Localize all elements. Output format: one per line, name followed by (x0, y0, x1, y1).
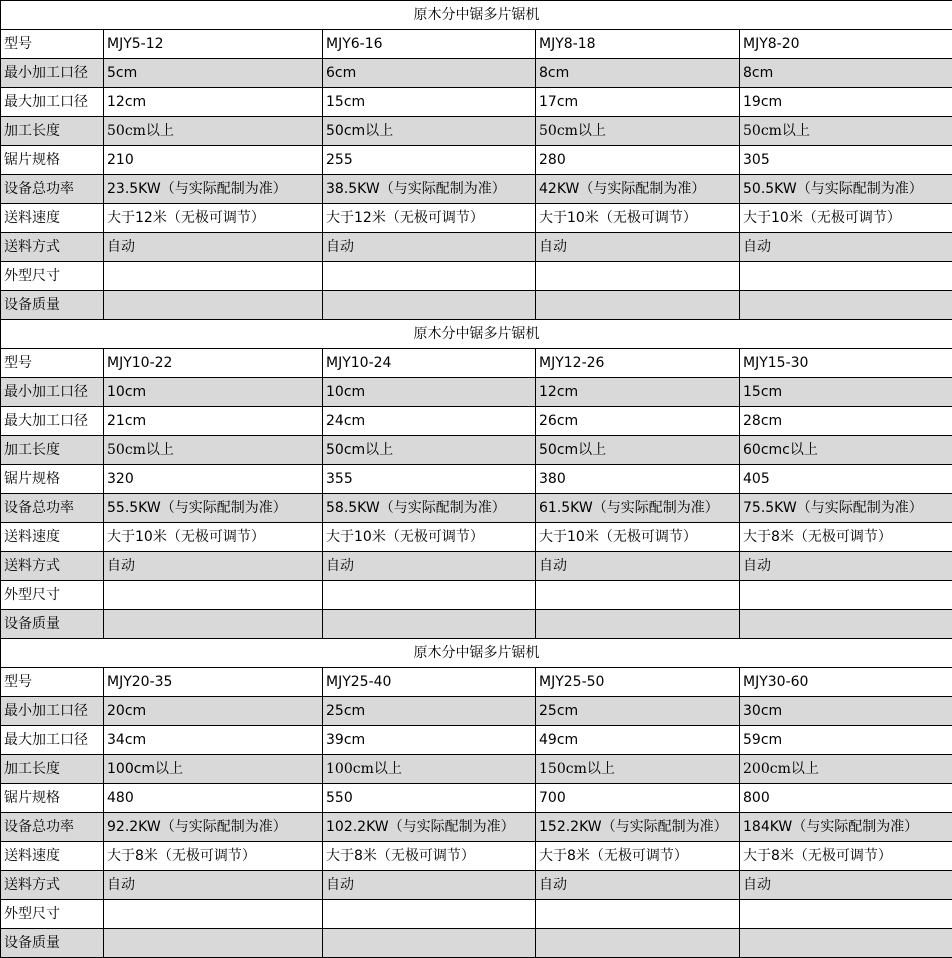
row-label-feed-mode: 送料方式 (1, 552, 104, 581)
feed-mode-cell: 自动 (323, 233, 536, 262)
section-title: 原木分中锯多片锯机 (1, 320, 952, 349)
model-cell: MJY6-16 (323, 30, 536, 59)
feed-mode-cell: 自动 (104, 552, 323, 581)
weight-cell (536, 610, 740, 639)
feed-speed-cell: 大于10米（无极可调节） (104, 523, 323, 552)
blade-spec-cell: 480 (104, 784, 323, 813)
section-title-row (1, 639, 952, 668)
total-power-cell: 42KW（与实际配制为准） (536, 175, 740, 204)
model-cell: MJY20-35 (104, 668, 323, 697)
feed-speed-cell: 大于10米（无极可调节） (323, 523, 536, 552)
row-max-diameter (1, 726, 952, 755)
row-feed-speed (1, 842, 952, 871)
row-label-blade-spec: 锯片规格 (1, 784, 104, 813)
feed-speed-cell: 大于12米（无极可调节） (104, 204, 323, 233)
row-min-diameter (1, 59, 952, 88)
blade-spec-cell: 305 (740, 146, 952, 175)
row-label-total-power: 设备总功率 (1, 813, 104, 842)
section-title: 原木分中锯多片锯机 (1, 1, 952, 30)
weight-cell (740, 610, 952, 639)
row-label-feed-speed: 送料速度 (1, 842, 104, 871)
row-label-min-diameter: 最小加工口径 (1, 697, 104, 726)
feed-mode-cell: 自动 (536, 871, 740, 900)
max-diameter-cell: 39cm (323, 726, 536, 755)
total-power-cell: 58.5KW（与实际配制为准） (323, 494, 536, 523)
dimensions-cell (740, 581, 952, 610)
blade-spec-cell: 700 (536, 784, 740, 813)
dimensions-cell (536, 262, 740, 291)
row-total-power (1, 175, 952, 204)
min-diameter-cell: 10cm (104, 378, 323, 407)
row-label-feed-speed: 送料速度 (1, 204, 104, 233)
feed-mode-cell: 自动 (536, 233, 740, 262)
blade-spec-cell: 320 (104, 465, 323, 494)
row-label-min-diameter: 最小加工口径 (1, 378, 104, 407)
min-diameter-cell: 12cm (536, 378, 740, 407)
total-power-cell: 55.5KW（与实际配制为准） (104, 494, 323, 523)
row-blade-spec (1, 146, 952, 175)
row-weight (1, 929, 952, 958)
blade-spec-cell: 280 (536, 146, 740, 175)
row-label-blade-spec: 锯片规格 (1, 146, 104, 175)
weight-cell (323, 929, 536, 958)
row-label-model: 型号 (1, 668, 104, 697)
sheet-body (1, 1, 952, 958)
row-dimensions (1, 262, 952, 291)
row-dimensions (1, 900, 952, 929)
blade-spec-cell: 800 (740, 784, 952, 813)
feed-speed-cell: 大于8米（无极可调节） (740, 523, 952, 552)
min-diameter-cell: 8cm (740, 59, 952, 88)
dimensions-cell (323, 900, 536, 929)
row-label-model: 型号 (1, 30, 104, 59)
total-power-cell: 184KW（与实际配制为准） (740, 813, 952, 842)
max-diameter-cell: 12cm (104, 88, 323, 117)
blade-spec-cell: 210 (104, 146, 323, 175)
blade-spec-cell: 550 (323, 784, 536, 813)
model-cell: MJY10-22 (104, 349, 323, 378)
row-blade-spec (1, 465, 952, 494)
dimensions-cell (536, 581, 740, 610)
weight-cell (536, 929, 740, 958)
min-diameter-cell: 8cm (536, 59, 740, 88)
dimensions-cell (104, 262, 323, 291)
feed-mode-cell: 自动 (323, 871, 536, 900)
row-feed-mode (1, 552, 952, 581)
feed-mode-cell: 自动 (740, 552, 952, 581)
section-title-row (1, 1, 952, 30)
weight-cell (323, 610, 536, 639)
row-label-processing-length: 加工长度 (1, 436, 104, 465)
processing-length-cell: 60cmc以上 (740, 436, 952, 465)
blade-spec-cell: 405 (740, 465, 952, 494)
processing-length-cell: 50cm以上 (740, 117, 952, 146)
row-label-weight: 设备质量 (1, 291, 104, 320)
row-max-diameter (1, 407, 952, 436)
row-feed-mode (1, 871, 952, 900)
total-power-cell: 92.2KW（与实际配制为准） (104, 813, 323, 842)
row-label-processing-length: 加工长度 (1, 117, 104, 146)
row-dimensions (1, 581, 952, 610)
max-diameter-cell: 34cm (104, 726, 323, 755)
row-label-dimensions: 外型尺寸 (1, 262, 104, 291)
model-cell: MJY5-12 (104, 30, 323, 59)
row-weight (1, 291, 952, 320)
row-label-feed-mode: 送料方式 (1, 871, 104, 900)
processing-length-cell: 50cm以上 (536, 117, 740, 146)
row-min-diameter (1, 697, 952, 726)
processing-length-cell: 50cm以上 (536, 436, 740, 465)
weight-cell (536, 291, 740, 320)
feed-mode-cell: 自动 (536, 552, 740, 581)
row-label-model: 型号 (1, 349, 104, 378)
blade-spec-cell: 355 (323, 465, 536, 494)
feed-speed-cell: 大于10米（无极可调节） (536, 204, 740, 233)
dimensions-cell (740, 900, 952, 929)
total-power-cell: 75.5KW（与实际配制为准） (740, 494, 952, 523)
dimensions-cell (104, 900, 323, 929)
row-processing-length (1, 755, 952, 784)
row-model (1, 349, 952, 378)
feed-speed-cell: 大于8米（无极可调节） (104, 842, 323, 871)
model-cell: MJY15-30 (740, 349, 952, 378)
processing-length-cell: 200cm以上 (740, 755, 952, 784)
min-diameter-cell: 10cm (323, 378, 536, 407)
processing-length-cell: 150cm以上 (536, 755, 740, 784)
feed-speed-cell: 大于12米（无极可调节） (323, 204, 536, 233)
max-diameter-cell: 49cm (536, 726, 740, 755)
dimensions-cell (536, 900, 740, 929)
row-label-feed-speed: 送料速度 (1, 523, 104, 552)
model-cell: MJY30-60 (740, 668, 952, 697)
processing-length-cell: 100cm以上 (104, 755, 323, 784)
row-label-total-power: 设备总功率 (1, 175, 104, 204)
row-total-power (1, 813, 952, 842)
weight-cell (323, 291, 536, 320)
min-diameter-cell: 25cm (323, 697, 536, 726)
model-cell: MJY10-24 (323, 349, 536, 378)
model-cell: MJY25-50 (536, 668, 740, 697)
min-diameter-cell: 20cm (104, 697, 323, 726)
weight-cell (740, 291, 952, 320)
row-model (1, 668, 952, 697)
row-label-dimensions: 外型尺寸 (1, 581, 104, 610)
dimensions-cell (104, 581, 323, 610)
row-feed-speed (1, 523, 952, 552)
row-label-max-diameter: 最大加工口径 (1, 726, 104, 755)
min-diameter-cell: 5cm (104, 59, 323, 88)
feed-mode-cell: 自动 (323, 552, 536, 581)
row-label-weight: 设备质量 (1, 929, 104, 958)
max-diameter-cell: 15cm (323, 88, 536, 117)
weight-cell (104, 929, 323, 958)
row-label-max-diameter: 最大加工口径 (1, 88, 104, 117)
row-label-total-power: 设备总功率 (1, 494, 104, 523)
min-diameter-cell: 15cm (740, 378, 952, 407)
feed-mode-cell: 自动 (104, 233, 323, 262)
row-blade-spec (1, 784, 952, 813)
weight-cell (104, 291, 323, 320)
feed-mode-cell: 自动 (104, 871, 323, 900)
processing-length-cell: 100cm以上 (323, 755, 536, 784)
feed-mode-cell: 自动 (740, 233, 952, 262)
section-title-row (1, 320, 952, 349)
row-label-max-diameter: 最大加工口径 (1, 407, 104, 436)
row-total-power (1, 494, 952, 523)
total-power-cell: 38.5KW（与实际配制为准） (323, 175, 536, 204)
max-diameter-cell: 19cm (740, 88, 952, 117)
weight-cell (740, 929, 952, 958)
min-diameter-cell: 30cm (740, 697, 952, 726)
blade-spec-cell: 380 (536, 465, 740, 494)
row-processing-length (1, 117, 952, 146)
processing-length-cell: 50cm以上 (323, 117, 536, 146)
max-diameter-cell: 26cm (536, 407, 740, 436)
row-label-dimensions: 外型尺寸 (1, 900, 104, 929)
dimensions-cell (323, 262, 536, 291)
total-power-cell: 23.5KW（与实际配制为准） (104, 175, 323, 204)
max-diameter-cell: 17cm (536, 88, 740, 117)
total-power-cell: 102.2KW（与实际配制为准） (323, 813, 536, 842)
row-label-processing-length: 加工长度 (1, 755, 104, 784)
row-label-weight: 设备质量 (1, 610, 104, 639)
max-diameter-cell: 28cm (740, 407, 952, 436)
min-diameter-cell: 25cm (536, 697, 740, 726)
feed-speed-cell: 大于10米（无极可调节） (740, 204, 952, 233)
max-diameter-cell: 24cm (323, 407, 536, 436)
row-feed-speed (1, 204, 952, 233)
feed-mode-cell: 自动 (740, 871, 952, 900)
dimensions-cell (740, 262, 952, 291)
total-power-cell: 50.5KW（与实际配制为准） (740, 175, 952, 204)
model-cell: MJY8-18 (536, 30, 740, 59)
weight-cell (104, 610, 323, 639)
model-cell: MJY12-26 (536, 349, 740, 378)
total-power-cell: 61.5KW（与实际配制为准） (536, 494, 740, 523)
max-diameter-cell: 21cm (104, 407, 323, 436)
model-cell: MJY8-20 (740, 30, 952, 59)
row-processing-length (1, 436, 952, 465)
blade-spec-cell: 255 (323, 146, 536, 175)
feed-speed-cell: 大于8米（无极可调节） (740, 842, 952, 871)
model-cell: MJY25-40 (323, 668, 536, 697)
row-label-blade-spec: 锯片规格 (1, 465, 104, 494)
row-min-diameter (1, 378, 952, 407)
section-title: 原木分中锯多片锯机 (1, 639, 952, 668)
row-max-diameter (1, 88, 952, 117)
min-diameter-cell: 6cm (323, 59, 536, 88)
feed-speed-cell: 大于10米（无极可调节） (536, 523, 740, 552)
feed-speed-cell: 大于8米（无极可调节） (536, 842, 740, 871)
row-model (1, 30, 952, 59)
processing-length-cell: 50cm以上 (104, 436, 323, 465)
max-diameter-cell: 59cm (740, 726, 952, 755)
row-feed-mode (1, 233, 952, 262)
processing-length-cell: 50cm以上 (323, 436, 536, 465)
row-label-feed-mode: 送料方式 (1, 233, 104, 262)
total-power-cell: 152.2KW（与实际配制为准） (536, 813, 740, 842)
dimensions-cell (323, 581, 536, 610)
processing-length-cell: 50cm以上 (104, 117, 323, 146)
feed-speed-cell: 大于8米（无极可调节） (323, 842, 536, 871)
row-label-min-diameter: 最小加工口径 (1, 59, 104, 88)
row-weight (1, 610, 952, 639)
